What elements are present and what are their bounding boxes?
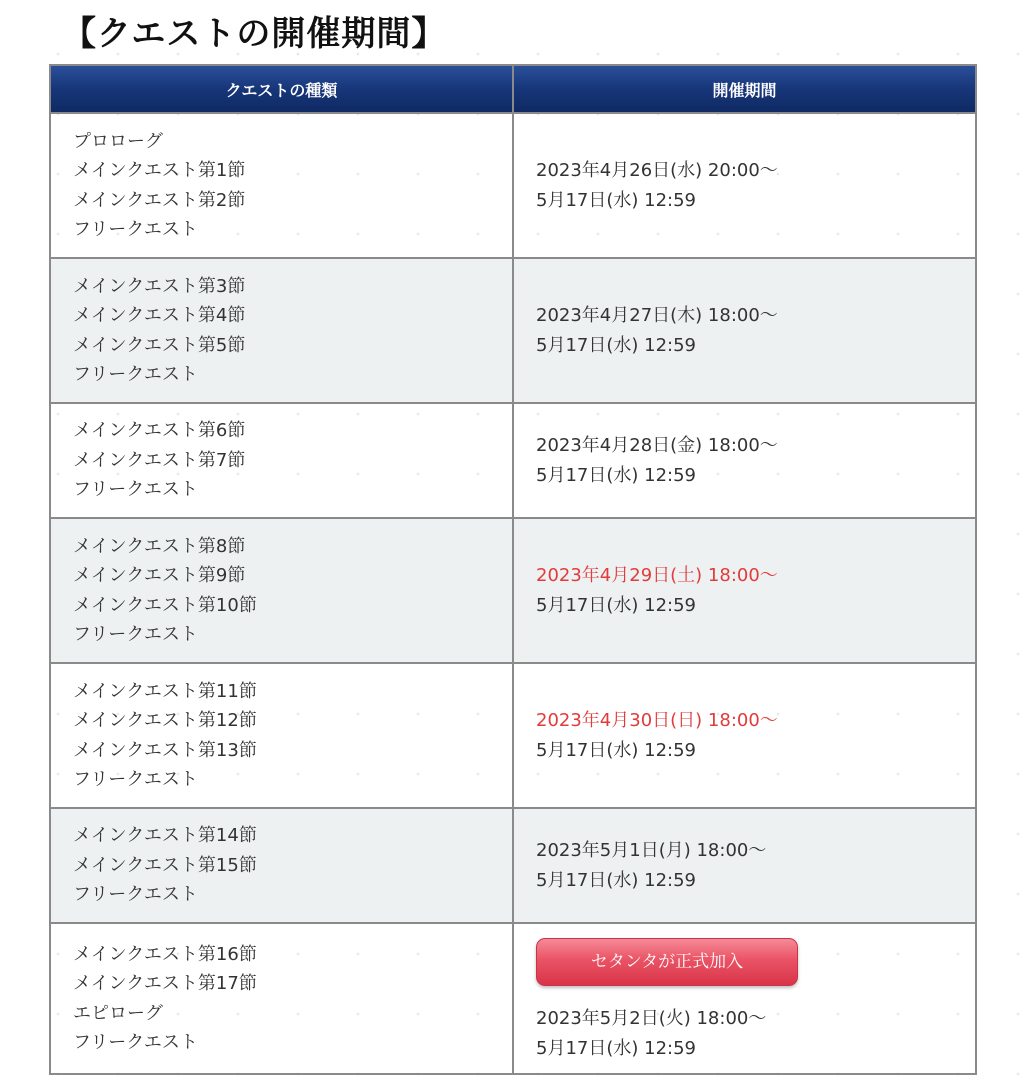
page-title: 【クエストの開催期間】 (62, 14, 447, 54)
period-cell (513, 663, 976, 808)
quest-name: メインクエスト第11節 (73, 680, 257, 702)
period-cell (513, 403, 976, 518)
quest-name: メインクエスト第14節 (73, 825, 257, 847)
quest-name: メインクエスト第3節 (73, 275, 246, 297)
table-row (50, 258, 976, 403)
table-row (50, 663, 976, 808)
quest-schedule-table (49, 64, 977, 1075)
quest-name: フリークエスト (73, 624, 198, 645)
quest-name: メインクエスト第4節 (73, 305, 246, 326)
quest-list-cell (50, 808, 513, 923)
quest-name: メインクエスト第16節 (73, 943, 257, 965)
period-cell (513, 923, 976, 1074)
period-start: 2023年4月28日(金) 18:00～ (536, 435, 778, 456)
quest-name: メインクエスト第8節 (73, 535, 246, 557)
period-start: 2023年4月29日(土) 18:00～ (536, 565, 778, 586)
period-start: 2023年5月1日(月) 18:00～ (536, 840, 767, 861)
quest-name: メインクエスト第6節 (73, 420, 246, 442)
table-row (50, 518, 976, 663)
quest-list-cell (50, 403, 513, 518)
quest-name: フリークエスト (73, 884, 198, 906)
table-row (50, 808, 976, 923)
quest-name: プロローグ (73, 130, 163, 152)
period-end: 5月17日(水) 12:59 (536, 594, 696, 616)
quest-name: メインクエスト第5節 (73, 334, 246, 356)
quest-name: メインクエスト第7節 (73, 449, 246, 471)
header-quest-type: クエストの種類 (50, 65, 513, 113)
period-start: 2023年4月30日(日) 18:00～ (536, 710, 778, 731)
period-cell (513, 518, 976, 663)
period-start: 2023年4月26日(水) 20:00～ (536, 160, 778, 181)
period-start: 2023年5月2日(火) 18:00～ (536, 1008, 767, 1029)
quest-name: メインクエスト第10節 (73, 594, 257, 616)
quest-name: フリークエスト (73, 479, 198, 501)
quest-name: メインクエスト第2節 (73, 189, 246, 211)
period-end: 5月17日(水) 12:59 (536, 334, 696, 356)
quest-name: フリークエスト (73, 769, 198, 790)
period-end: 5月17日(水) 12:59 (536, 189, 696, 211)
quest-list-cell (50, 923, 513, 1074)
period-end: 5月17日(水) 12:59 (536, 739, 696, 761)
quest-name: フリークエスト (73, 1032, 198, 1053)
quest-name: メインクエスト第15節 (73, 854, 257, 876)
period-start: 2023年4月27日(木) 18:00～ (536, 305, 778, 326)
period-end: 5月17日(水) 12:59 (536, 464, 696, 486)
header-period: 開催期間 (513, 65, 976, 113)
table-row (50, 113, 976, 258)
quest-name: メインクエスト第9節 (73, 565, 246, 586)
quest-name: フリークエスト (73, 219, 198, 240)
quest-list-cell (50, 518, 513, 663)
table-row (50, 923, 976, 1074)
period-end: 5月17日(水) 12:59 (536, 1037, 696, 1059)
quest-name: メインクエスト第12節 (73, 710, 257, 731)
period-cell (513, 113, 976, 258)
period-end: 5月17日(水) 12:59 (536, 869, 696, 891)
setanta-join-button[interactable]: セタンタが正式加入 (536, 938, 798, 986)
quest-list-cell (50, 258, 513, 403)
quest-name: メインクエスト第1節 (73, 160, 246, 181)
period-cell (513, 808, 976, 923)
quest-list-cell (50, 113, 513, 258)
table-row (50, 403, 976, 518)
quest-name: エピローグ (73, 1002, 163, 1024)
quest-name: メインクエスト第17節 (73, 973, 257, 994)
quest-name: フリークエスト (73, 364, 198, 385)
quest-list-cell (50, 663, 513, 808)
quest-name: メインクエスト第13節 (73, 739, 257, 761)
table-header-row (50, 65, 976, 113)
period-cell (513, 258, 976, 403)
